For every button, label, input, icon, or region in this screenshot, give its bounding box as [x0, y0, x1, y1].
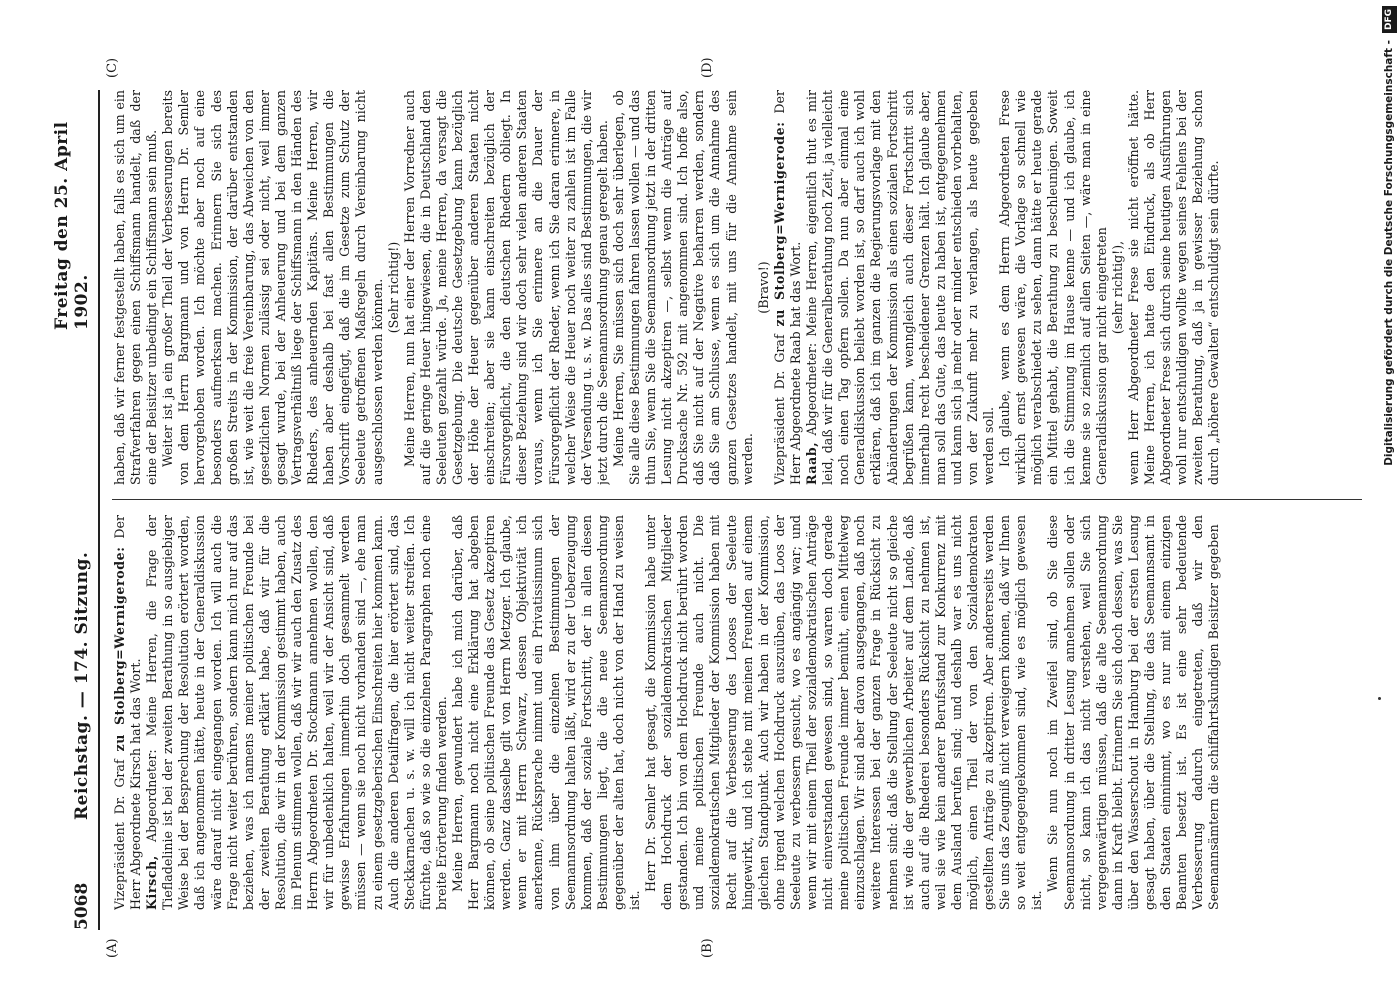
paragraph: wenn Herr Abgeordneter Frese sie nicht eröffnet hätte. Meine Herren, ich hatte den Eindruck, als ob Herr Abgeordneter Frese sich durch seine heutigen Ausführungen wohl nur entschuldigen wollte wegen seines Fehlens bei der zweiten Berathung, daß ja in gewisser Beziehung schon durch „höhere Gewalten“ entschuldigt sein dürfte.: [1125, 90, 1222, 485]
paragraph: Ich glaube, wenn es dem Herrn Abgeordneten Frese wirklich ernst gewesen wäre, die Vorlage so schnell wie möglich verabschiedet zu sehen, dann hätte er heute gerade ein Mittel gehabt, die Berathung zu beschleunigen. Soweit ich die Stimmung im Hause kenne — und ich glaube, ich kenne sie so ziemlich auf allen Seiten —, wäre man in eine Generaldiskussion gar nicht eingetreten: [997, 90, 1109, 485]
margin-marker-c: (C): [105, 57, 120, 78]
dfg-logo: DFG: [1382, 6, 1397, 33]
paragraph: Wenn Sie nun noch im Zweifel sind, ob Sie diese Seemannsordnung in dritter Lesung annehmen sollen oder nicht, so kann ich das nicht verstehen, weil Sie sich vergegenwärtigen müssen, daß die alte Seemannsordnung dann in Kraft bleibt. Erinnern Sie sich doch dessen, was Sie über den Wasserschout in Hamburg bei der ersten Lesung gesagt haben, über die Stellung, die das Seemannsamt in den Staaten einnimmt, wo es nur mit einem einzigen Beamten besetzt ist. Es ist eine sehr bedeutende Verbesserung dadurch eingetreten, daß wir den Seemannsämtern die schiffahrtskundigen Beisitzer gegeben: [1045, 515, 1222, 910]
column-divider: [112, 499, 1362, 500]
left-column: [112, 515, 1362, 910]
paragraph: (sehr richtig!),: [1109, 240, 1125, 335]
paragraph: Meine Herren, nun hat einer der Herren Vorredner auch auf die geringe Heuer hingewiesen, die in Deutschland den Seeleuten gezahlt würde. Ja, meine Herren, da versagt die Gesetzgebung. Die deutsche Gesetzgebung kann bezüglich der Höhe der Heuer gegenüber anderen Staaten nicht einschreiten; aber sie kann einschreiten bezüglich der Fürsorgepflicht, die den deutschen Rhedern obliegt. In dieser Beziehung sind wir doch sehr vielen anderen Staaten voraus, wenn ich Sie erinnere an die Dauer der Fürsorgepflicht der Rheder, wenn ich Sie daran erinnere, in welcher Weise die Heuer noch weiter zu zahlen ist im Falle der Versendung u. s. w. Das alles sind Bestimmungen, die wir jetzt durch die Seemannsordnung genau geregelt haben.: [401, 90, 610, 485]
right-column: [112, 90, 1362, 485]
page-number: 5068: [72, 882, 92, 930]
paragraph: Weiter ist ja ein großer Theil der Verbesserungen bereits von dem Herrn Bargmann und von Herrn Dr. Semler hervorgehoben worden. Ich möchte aber noch auf eine besonders aufmerksam machen. Erinnern Sie sich des großen Streits in der Kommission, der darüber entstanden ist, wie weit die freie Vereinbarung, das Abweichen von den gesetzlichen Normen zulässig sei oder nicht, weil immer gesagt wurde, bei der Anheuerung und bei dem ganzen Vertragsverhältniß liege der Schiffsmann in den Händen des Rheders, des anheuernden Kapitäns. Meine Herren, wir haben aber deshalb bei fast allen Bestimmungen die Vorschrift eingefügt, daß die im Gesetze zum Schutz der Seeleute getroffenen Maßregeln durch Vereinbarung nicht ausgeschlossen werden können.: [160, 90, 385, 485]
paragraph: (Sehr richtig!): [385, 241, 401, 334]
credit-strip: [1378, 0, 1397, 1000]
page-header: [52, 90, 100, 930]
paragraph: Kirsch, Abgeordneter: Meine Herren, die Frage der Tiefladelinie ist bei der zweiten Berathung in so ausgiebiger Weise bei der Besprechung der Resolution erörtert worden, daß ich angenommen hätte, heute in der Generaldiskussion wäre darauf nicht eingegangen worden. Ich will auch die Frage nicht weiter berühren, sondern kann mich nur auf das beziehen, was ich namens meiner politischen Freunde bei der zweiten Berathung erklärt habe, daß wir für die Resolution, die wir in der Kommission gestimmt haben, auch im Plenum stimmen wollen, daß wir wir auch den Zusatz des Herrn Abgeordneten Dr. Stockmann annehmen wollen, den wir für unbedenklich halten, weil wir der Ansicht sind, daß gewisse Erfahrungen immerhin doch gesammelt werden müssen — wenn sie noch nicht vorhanden sind —, ehe man zu einem gesetzgeberischen Einschreiten hier kommen kann. Auch die anderen Detailfragen, die hier erörtert sind, das Steckkarnachen u. s. w. will ich nicht weiter streifen. Ich fürchte, daß so wie so die einzelnen Paragraphen noch eine breite Erörterung finden werden.: [144, 515, 449, 910]
header-date: Freitag den 25. April 1902.: [52, 121, 92, 330]
header-session: Reichstag. — 174. Sitzung.: [72, 551, 92, 820]
paragraph: Herr Dr. Semler hat gesagt, die Kommission habe unter dem Hochdruck der sozialdemokratischen Mitglieder gestanden. Ich bin von dem Hochdruck nicht berührt worden und meine politischen Freunde auch nicht. Die sozialdemokratischen Mitglieder der Kommission haben mit Recht auf die Verbesserung des Looses der Seeleute hingewirkt, und ich stehe mit meinen Freunden auf einem gleichen Standpunkt. Auch wir haben in der Kommission, ohne irgend welchen Hochdruck auszuüben, das Loos der Seeleute zu verbessern gesucht, wo es angängig war; und wenn wir mit einem Theil der sozialdemokratischen Anträge nicht einverstanden gewesen sind, so waren doch gerade meine politischen Freunde immer bemüht, einen Mittelweg einzuschlagen. Wir sind aber davon ausgegangen, daß noch weitere Interessen bei der ganzen Frage in Rücksicht zu nehmen sind: daß die Stellung der Seeleute nicht so gleiche ist wie die der gewerblichen Arbeiter auf dem Lande, daß auch auf die Rhederei besonders Rücksicht zu nehmen ist, weil sie wie kein anderer Berufsstand zur Konkurrenz mit dem Ausland berufen sind; und deshalb war es uns nicht möglich, einen Theil der von den Sozialdemokraten gestellten Anträge zu akzeptiren. Aber andererseits werden Sie uns das Zeugniß nicht verweigern können, daß wir Ihnen so weit entgegengekommen sind, wie es möglich gewesen ist.: [643, 515, 1045, 910]
paragraph: Meine Herren, gewundert habe ich mich darüber, daß Herr Bargmann noch nicht eine Erklärung hat abgeben können, ob seine politischen Freunde das Gesetz akzeptiren werden. Ganz dasselbe gilt von Herrn Metzger. Ich glaube, wenn er mit Herrn Schwarz, dessen Objektivität ich anerkenne, Rücksprache nimmt und ein Privatissimum sich von ihm über die einzelnen Bestimmungen der Seemannsordnung halten läßt, wird er zu der Ueberzeugung kommen, daß der soziale Fortschritt, der in allen diesen Bestimmungen liegt, die die neue Seemannsordnung gegenüber der alten hat, doch nicht von der Hand zu weisen ist.: [449, 515, 642, 910]
paragraph: (Bravo!): [755, 261, 771, 314]
paragraph: Vizepräsident Dr. Graf zu Stolberg=Wernigerode: Der Herr Abgeordnete Kirsch hat das Wort.: [112, 515, 144, 910]
paragraph: Vizepräsident Dr. Graf zu Stolberg=Wernigerode: Der Herr Abgeordnete Raab hat das Wort.: [771, 90, 803, 485]
margin-marker-a: (A): [105, 938, 120, 958]
margin-marker-b: (B): [700, 938, 715, 958]
margin-marker-d: (D): [700, 57, 715, 78]
paragraph: Meine Herren, Sie müssen sich doch sehr überlegen, ob Sie alle diese Bestimmungen fahren lassen wollen — und das thun Sie, wenn Sie die Seemannsordnung jetzt in der dritten Lesung nicht akzeptiren —, selbst wenn die Anträge auf Drucksache Nr. 592 mit angenommen sind. Ich hoffe also, daß Sie nicht auf der Negative beharren werden, sondern daß Sie am Schlusse, wenn es sich um die Annahme des ganzen Gesetzes handelt, mit uns für die Annahme sein werden.: [610, 90, 755, 485]
paragraph: haben, daß wir ferner festgestellt haben, falls es sich um ein Strafverfahren gegen einen Schiffsmann handelt, daß der eine der Beisitzer unbedingt ein Schiffsmann sein muß.: [112, 90, 160, 485]
paragraph: Raab, Abgeordneter: Meine Herren, eigentlich thut es mir leid, daß wir für die Generalberathung noch Zeit, ja vielleicht noch einen Tag opfern sollen. Da nun aber einmal eine Generaldiskussion beliebt worden ist, so darf auch ich wohl erklären, daß ich im ganzen die Regierungsvorlage mit den Abänderungen der Kommission als einen sozialen Fortschritt begrüßen kann, wenngleich auch dieser Fortschritt sich innerhalb recht bescheidener Grenzen hält. Ich glaube aber, man soll das Gute, das heute zu haben ist, entgegennehmen und kann sich ja mehr oder minder entschieden vorbehalten, von der Zukunft mehr zu verlangen, als heute gegeben werden soll.: [804, 90, 997, 485]
credit-label: Digitalisierung gefördert durch die Deutsche Forschungsgemeinschaft -: [1383, 40, 1395, 466]
